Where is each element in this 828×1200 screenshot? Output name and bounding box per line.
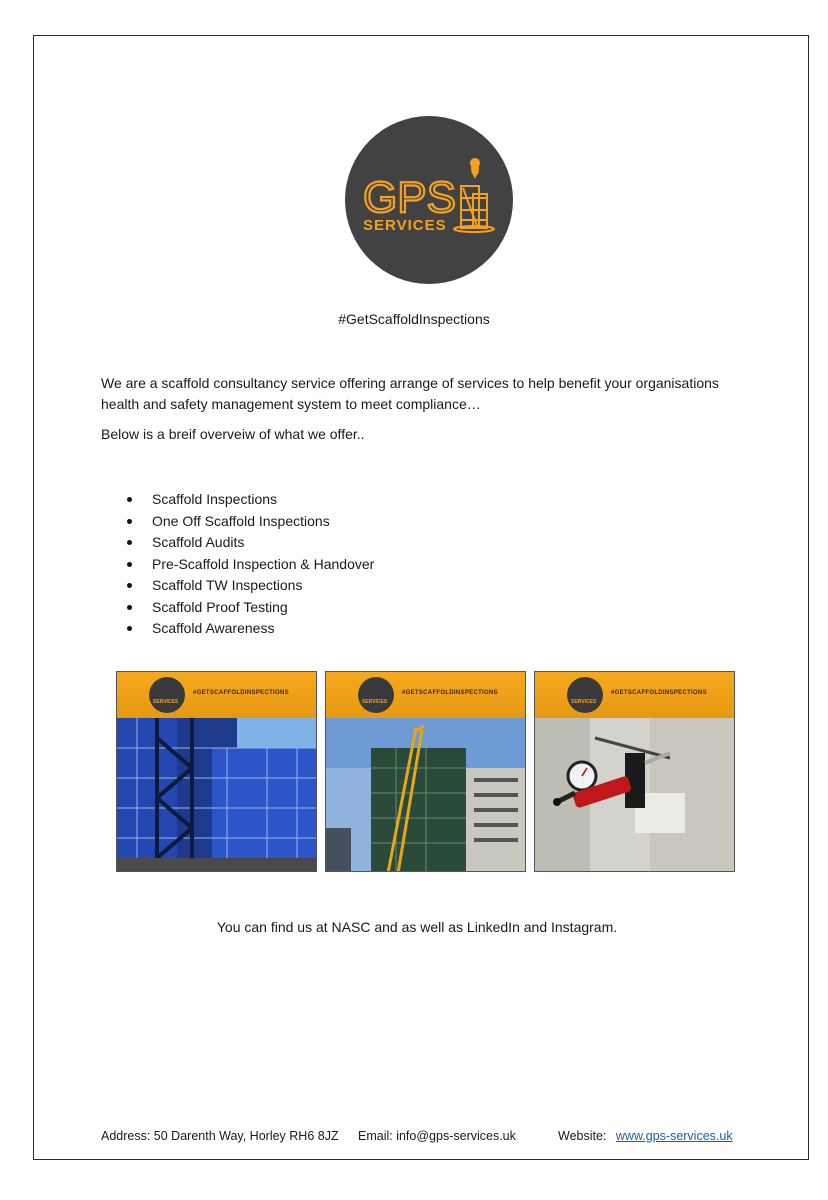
proof-testing-image — [535, 718, 734, 872]
services-list — [127, 489, 374, 640]
photo-banner — [535, 672, 734, 718]
logo-gps-text: GPS — [363, 173, 456, 222]
mini-logo-icon — [149, 677, 185, 713]
website-link[interactable]: www.gps-services.uk — [615, 1129, 733, 1143]
crane-tower-photo — [325, 671, 526, 872]
gps-services-logo — [345, 116, 513, 284]
scaffold-building-photo — [116, 671, 317, 872]
logo-graphic — [345, 116, 513, 284]
bullet-icon — [127, 562, 132, 567]
footer-website — [558, 1129, 733, 1143]
list-item: Scaffold Awareness — [127, 618, 374, 640]
list-item: Scaffold TW Inspections — [127, 575, 374, 597]
mini-logo-icon — [567, 677, 603, 713]
intro-paragraph: We are a scaffold consultancy service offering arrange of services to help benefit your organisations health and safety management system to meet compliance… — [101, 375, 719, 412]
bullet-icon — [127, 540, 132, 545]
footer-address: Address: 50 Darenth Way, Horley RH6 8JZ — [101, 1129, 339, 1143]
list-item: Scaffold Inspections — [127, 489, 374, 511]
banner-hashtag-text: #GETSCAFFOLDINSPECTIONS — [402, 690, 498, 696]
bullet-icon — [127, 519, 132, 524]
bullet-icon — [127, 605, 132, 610]
mini-logo-services-text: SERVICES — [153, 699, 179, 705]
website-label: Website: — [558, 1129, 607, 1143]
proof-testing-gauge-photo — [534, 671, 735, 872]
crane-tower-image — [326, 718, 525, 872]
scaffold-building-image — [117, 718, 316, 872]
bullet-icon — [127, 583, 132, 588]
list-item: Scaffold Proof Testing — [127, 597, 374, 619]
services-lead-paragraph: Below is a breif overveiw of what we offer.. — [101, 426, 365, 442]
footer-email: Email: info@gps-services.uk — [358, 1129, 516, 1143]
mini-logo-services-text: SERVICES — [571, 699, 597, 705]
mini-logo-icon — [358, 677, 394, 713]
banner-hashtag-text: #GETSCAFFOLDINSPECTIONS — [611, 690, 707, 696]
bullet-icon — [127, 497, 132, 502]
banner-hashtag-text: #GETSCAFFOLDINSPECTIONS — [193, 690, 289, 696]
photo-banner — [117, 672, 316, 718]
list-item: Scaffold Audits — [127, 532, 374, 554]
bullet-icon — [127, 626, 132, 631]
logo-services-text: SERVICES — [363, 217, 447, 234]
list-item: One Off Scaffold Inspections — [127, 511, 374, 533]
mini-logo-services-text: SERVICES — [362, 699, 388, 705]
list-item: Pre-Scaffold Inspection & Handover — [127, 554, 374, 576]
find-us-text: You can find us at NASC and as well as LinkedIn and Instagram. — [216, 919, 618, 935]
hashtag-heading: #GetScaffoldInspections — [338, 311, 490, 327]
photo-banner — [326, 672, 525, 718]
